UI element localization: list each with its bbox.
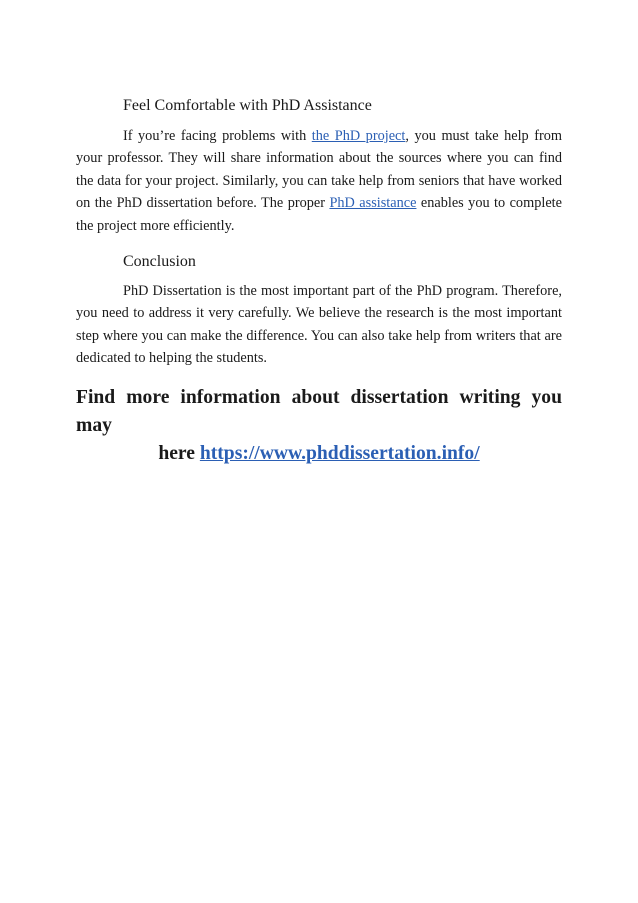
dissertation-site-link[interactable]: https://www.phddissertation.info/ xyxy=(199,443,480,464)
more-info-prefix: here xyxy=(158,443,200,464)
more-info-line1: Find more information about dissertation writing you may xyxy=(76,387,562,436)
more-info-line2 xyxy=(76,440,562,468)
section-heading-conclusion: Conclusion xyxy=(123,253,196,270)
phd-assistance-link[interactable]: PhD assistance xyxy=(329,195,417,212)
conclusion-paragraph: PhD Dissertation is the most important part of the PhD program. Therefore, you need to address it very carefully. We believe the research is the most important step where you can make the difference. You can also take help from writers that are dedicated to helping the students. xyxy=(76,283,562,367)
assistance-text-part2: , you must take help from your professor. They will share information about the sources where you can find the data for your project. Similarly, you can take help from seniors that have worked on the PhD dissertation before. The proper xyxy=(76,128,563,212)
phd-project-link[interactable]: the PhD project xyxy=(311,128,406,144)
assistance-text-part3: enables you to complete the project more efficiently. xyxy=(76,195,562,234)
assistance-paragraph xyxy=(76,125,562,237)
section-heading-assistance: Feel Comfortable with PhD Assistance xyxy=(123,97,372,114)
more-info-callout xyxy=(76,384,562,468)
assistance-text-part1: If you’re facing problems with xyxy=(123,128,312,144)
